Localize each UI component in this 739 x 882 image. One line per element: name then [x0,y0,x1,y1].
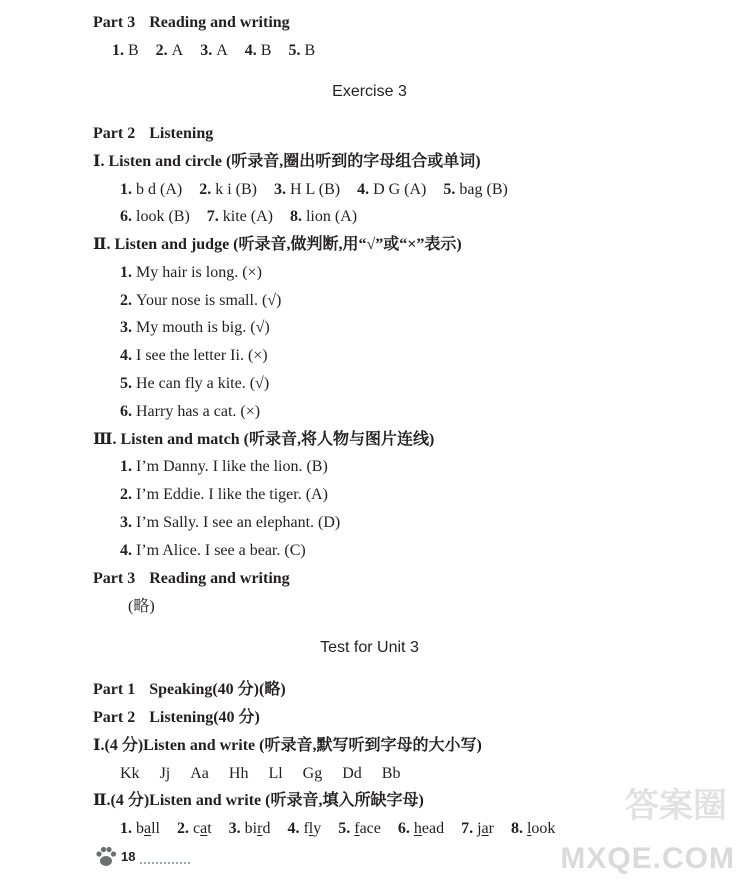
page-number: 18 [121,849,136,864]
list-item: 1. I’m Danny. I like the lion. (B) [120,458,328,475]
footer-divider [140,862,190,864]
part3-note: (略) [128,598,155,615]
watermark-text: MXQE.COM [560,842,735,875]
test-part2-heading: Part 2 Listening(40 分) [93,709,260,726]
list-item: 3. I’m Sally. I see an elephant. (D) [120,514,341,531]
ex3-section-1-title: Ⅰ. Listen and circle (听录音,圈出听到的字母组合或单词) [93,153,481,170]
answer-item: 4. B [244,42,272,59]
test-unit-3-heading: Test for Unit 3 [320,639,419,656]
answer-item: 3. A [200,42,228,59]
exercise-3-heading: Exercise 3 [332,83,407,100]
ex3-part2-heading: Part 2 Listening [93,125,214,142]
test-fill-row: 1. ball 2. cat 3. bird 4. fly 5. face 6. head 7. jar 8. look [120,820,556,837]
list-item: 1. My hair is long. (×) [120,264,262,281]
list-item: 5. He can fly a kite. (√) [120,375,270,392]
list-item: 6. Harry has a cat. (×) [120,403,261,420]
ex3-section-2-title: Ⅱ. Listen and judge (听录音,做判断,用“√”或“×”表示) [93,236,462,253]
list-item: 4. I’m Alice. I see a bear. (C) [120,542,306,559]
ex3-s1-row2: 6. look (B) 7. kite (A) 8. lion (A) [120,208,358,225]
test-section-2-title: Ⅱ.(4 分)Listen and write (听录音,填入所缺字母) [93,792,424,809]
test-letters-row: Kk Jj Aa Hh Ll Gg Dd Bb [120,765,401,782]
list-item: 3. My mouth is big. (√) [120,319,270,336]
answer-item: 1. B [112,42,139,59]
list-item: 2. I’m Eddie. I like the tiger. (A) [120,486,328,503]
ex3-s1-row1: 1. b d (A) 2. k i (B) 3. H L (B) 4. D G (A) 5. bag (B) [120,181,508,198]
paw-print-icon [93,844,119,870]
list-item: 2. Your nose is small. (√) [120,292,282,309]
part3-answers [112,41,328,61]
watermark-logo: 答案圈 [625,786,727,826]
part3-heading-top: Part 3 Reading and writing [93,14,290,31]
ex3-part3-heading: Part 3 Reading and writing [93,570,290,587]
answer-item: 5. B [288,42,316,59]
ex3-section-3-title: Ⅲ. Listen and match (听录音,将人物与图片连线) [93,431,435,448]
test-part1-heading: Part 1 Speaking(40 分)(略) [93,681,286,698]
test-section-1-title: Ⅰ.(4 分)Listen and write (听录音,默写听到字母的大小写) [93,737,482,754]
list-item: 4. I see the letter Ii. (×) [120,347,268,364]
answer-item: 2. A [155,42,184,59]
